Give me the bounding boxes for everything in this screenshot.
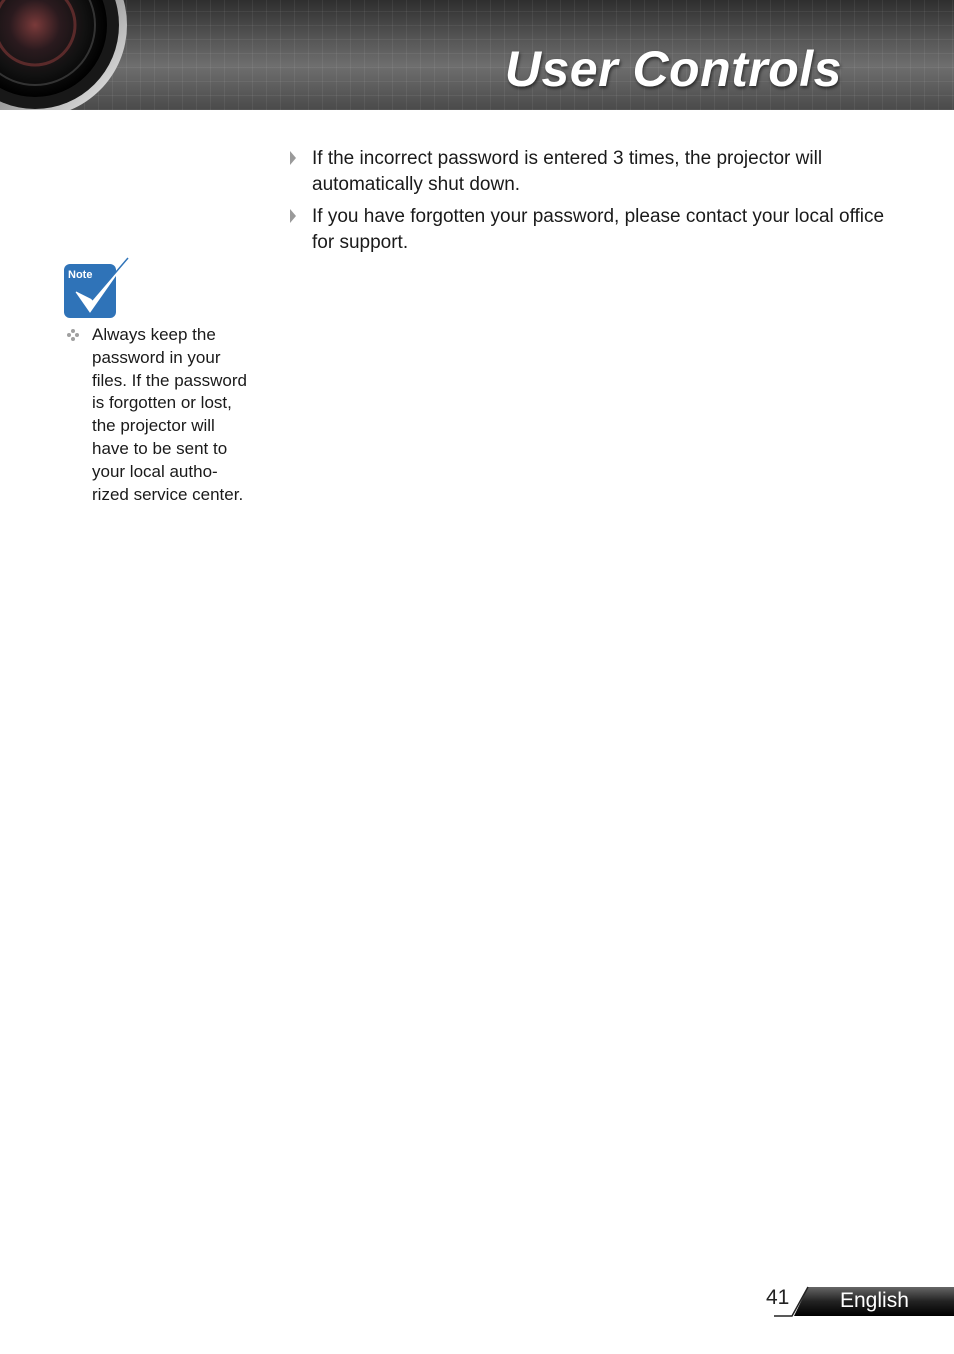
note-label: Note xyxy=(68,269,93,281)
diamond-bullet-icon xyxy=(66,328,80,342)
note-text: Always keep the password in your files. If the password is forgotten or lost, the projector will have to be sent to your local autho- rized service center. xyxy=(92,325,247,504)
list-item xyxy=(286,146,886,198)
bullet-text: If the incorrect password is entered 3 times, the projector will automatically shut down. xyxy=(312,148,823,195)
header-banner xyxy=(0,0,954,110)
page-number: 41 xyxy=(766,1286,790,1309)
language-label: English xyxy=(840,1289,909,1312)
triangle-bullet-icon xyxy=(289,207,297,225)
list-item xyxy=(286,204,886,256)
triangle-bullet-icon xyxy=(289,149,297,167)
projector-lens-icon xyxy=(0,0,130,110)
page-footer xyxy=(766,1284,954,1320)
page-title: User Controls xyxy=(504,41,842,97)
bullet-text: If you have forgotten your password, please contact your local office for support. xyxy=(312,206,885,253)
main-bullet-list xyxy=(286,146,886,262)
note-checkmark-icon xyxy=(62,256,130,322)
